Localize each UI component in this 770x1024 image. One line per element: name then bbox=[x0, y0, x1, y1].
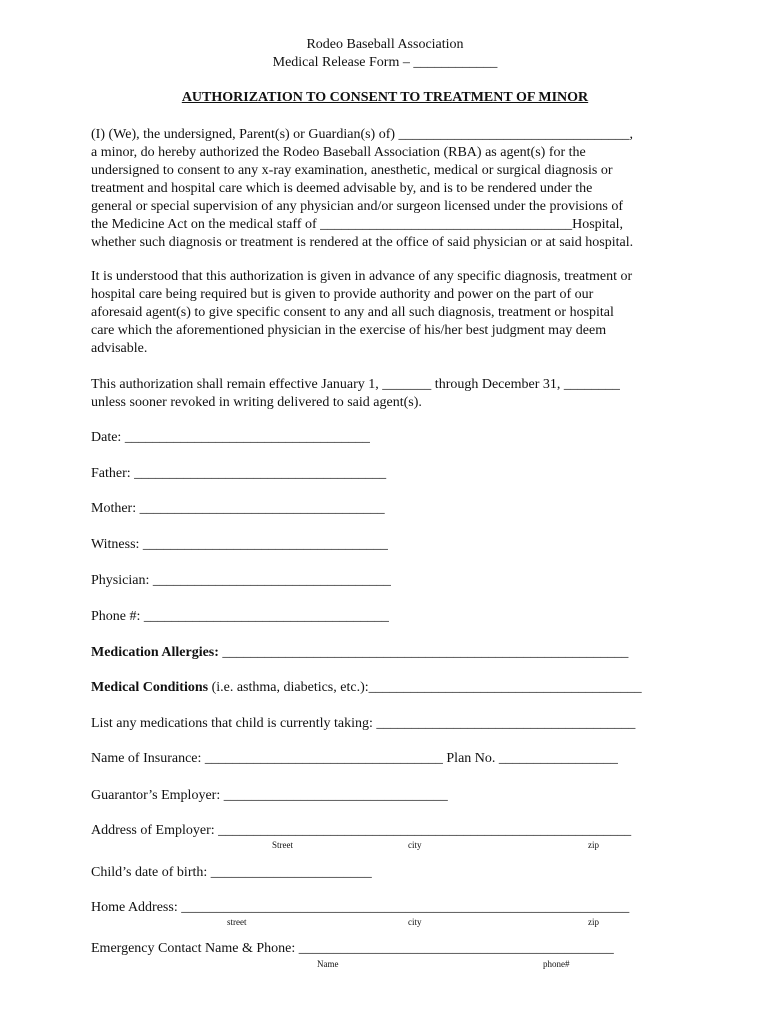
physician-field[interactable]: Physician: __________________________________ bbox=[91, 573, 391, 588]
emergency-phone-sublabel: phone# bbox=[543, 959, 570, 969]
form-title: AUTHORIZATION TO CONSENT TO TREATMENT OF MINOR bbox=[181, 90, 589, 105]
organization-name: Rodeo Baseball Association bbox=[306, 37, 464, 52]
employer-address-field[interactable]: Address of Employer: ___________________________________________________________ bbox=[91, 823, 632, 838]
mother-field[interactable]: Mother: ___________________________________ bbox=[91, 501, 385, 516]
insurance-field[interactable]: Name of Insurance: __________________________________ Plan No. _________________ bbox=[91, 751, 618, 766]
paragraph-line: This authorization shall remain effective January 1, _______ through December 31, ________ bbox=[91, 377, 620, 392]
witness-field[interactable]: Witness: ___________________________________ bbox=[91, 537, 388, 552]
authorization-paragraph bbox=[91, 126, 681, 252]
paragraph-line: whether such diagnosis or treatment is rendered at the office of said physician or at said hospital. bbox=[91, 235, 634, 250]
medical-conditions-field[interactable] bbox=[91, 679, 642, 697]
paragraph-line: aforesaid agent(s) to give specific consent to any and all such diagnosis, treatment or hospital bbox=[91, 305, 614, 320]
home-city-sublabel: city bbox=[408, 917, 422, 927]
effective-period-paragraph bbox=[91, 376, 681, 412]
paragraph-line: general or special supervision of any physician and/or surgeon licensed under the provisions of bbox=[91, 199, 623, 214]
phone-field[interactable]: Phone #: ___________________________________ bbox=[91, 609, 389, 624]
guarantor-employer-field[interactable]: Guarantor’s Employer: ________________________________ bbox=[91, 788, 448, 803]
child-dob-field[interactable]: Child’s date of birth: _______________________ bbox=[91, 865, 372, 880]
home-address-field[interactable]: Home Address: ________________________________________________________________ bbox=[91, 900, 630, 915]
paragraph-line: the Medicine Act on the medical staff of ____________________________________Hospital, bbox=[91, 217, 624, 232]
medical-conditions-label: Medical Conditions bbox=[91, 680, 209, 695]
father-field[interactable]: Father: ____________________________________ bbox=[91, 466, 387, 481]
medication-allergies-label: Medication Allergies: bbox=[91, 645, 219, 660]
paragraph-line: care which the aforementioned physician in the exercise of his/her best judgment may deem bbox=[91, 323, 607, 338]
employer-street-sublabel: Street bbox=[272, 840, 293, 850]
current-medications-field[interactable]: List any medications that child is currently taking: _____________________________________ bbox=[91, 716, 636, 731]
medication-allergies-line[interactable]: __________________________________________________________ bbox=[218, 645, 629, 660]
understanding-paragraph bbox=[91, 268, 681, 358]
paragraph-line: advisable. bbox=[91, 341, 148, 356]
emergency-name-sublabel: Name bbox=[317, 959, 339, 969]
date-field[interactable]: Date: ___________________________________ bbox=[91, 430, 370, 445]
home-zip-sublabel: zip bbox=[588, 917, 599, 927]
employer-city-sublabel: city bbox=[408, 840, 422, 850]
home-street-sublabel: street bbox=[227, 917, 247, 927]
paragraph-line: hospital care being required but is given to provide authority and power on the part of our bbox=[91, 287, 594, 302]
paragraph-line: a minor, do hereby authorized the Rodeo Baseball Association (RBA) as agent(s) for the bbox=[91, 145, 586, 160]
paragraph-line: undersigned to consent to any x-ray examination, anesthetic, medical or surgical diagnosis or bbox=[91, 163, 613, 178]
paragraph-line: (I) (We), the undersigned, Parent(s) or Guardian(s) of) _________________________________, bbox=[91, 127, 634, 142]
form-name-line: Medical Release Form – ____________ bbox=[272, 55, 498, 70]
paragraph-line: It is understood that this authorization is given in advance of any specific diagnosis, treatment or bbox=[91, 269, 633, 284]
medication-allergies-field[interactable] bbox=[91, 644, 628, 662]
paragraph-line: treatment and hospital care which is deemed advisable by, and is to be rendered under the bbox=[91, 181, 593, 196]
paragraph-line: unless sooner revoked in writing delivered to said agent(s). bbox=[91, 395, 422, 410]
emergency-contact-field[interactable]: Emergency Contact Name & Phone: _____________________________________________ bbox=[91, 941, 614, 956]
medical-conditions-line[interactable]: (i.e. asthma, diabetics, etc.):_______________________________________ bbox=[208, 680, 642, 695]
employer-zip-sublabel: zip bbox=[588, 840, 599, 850]
